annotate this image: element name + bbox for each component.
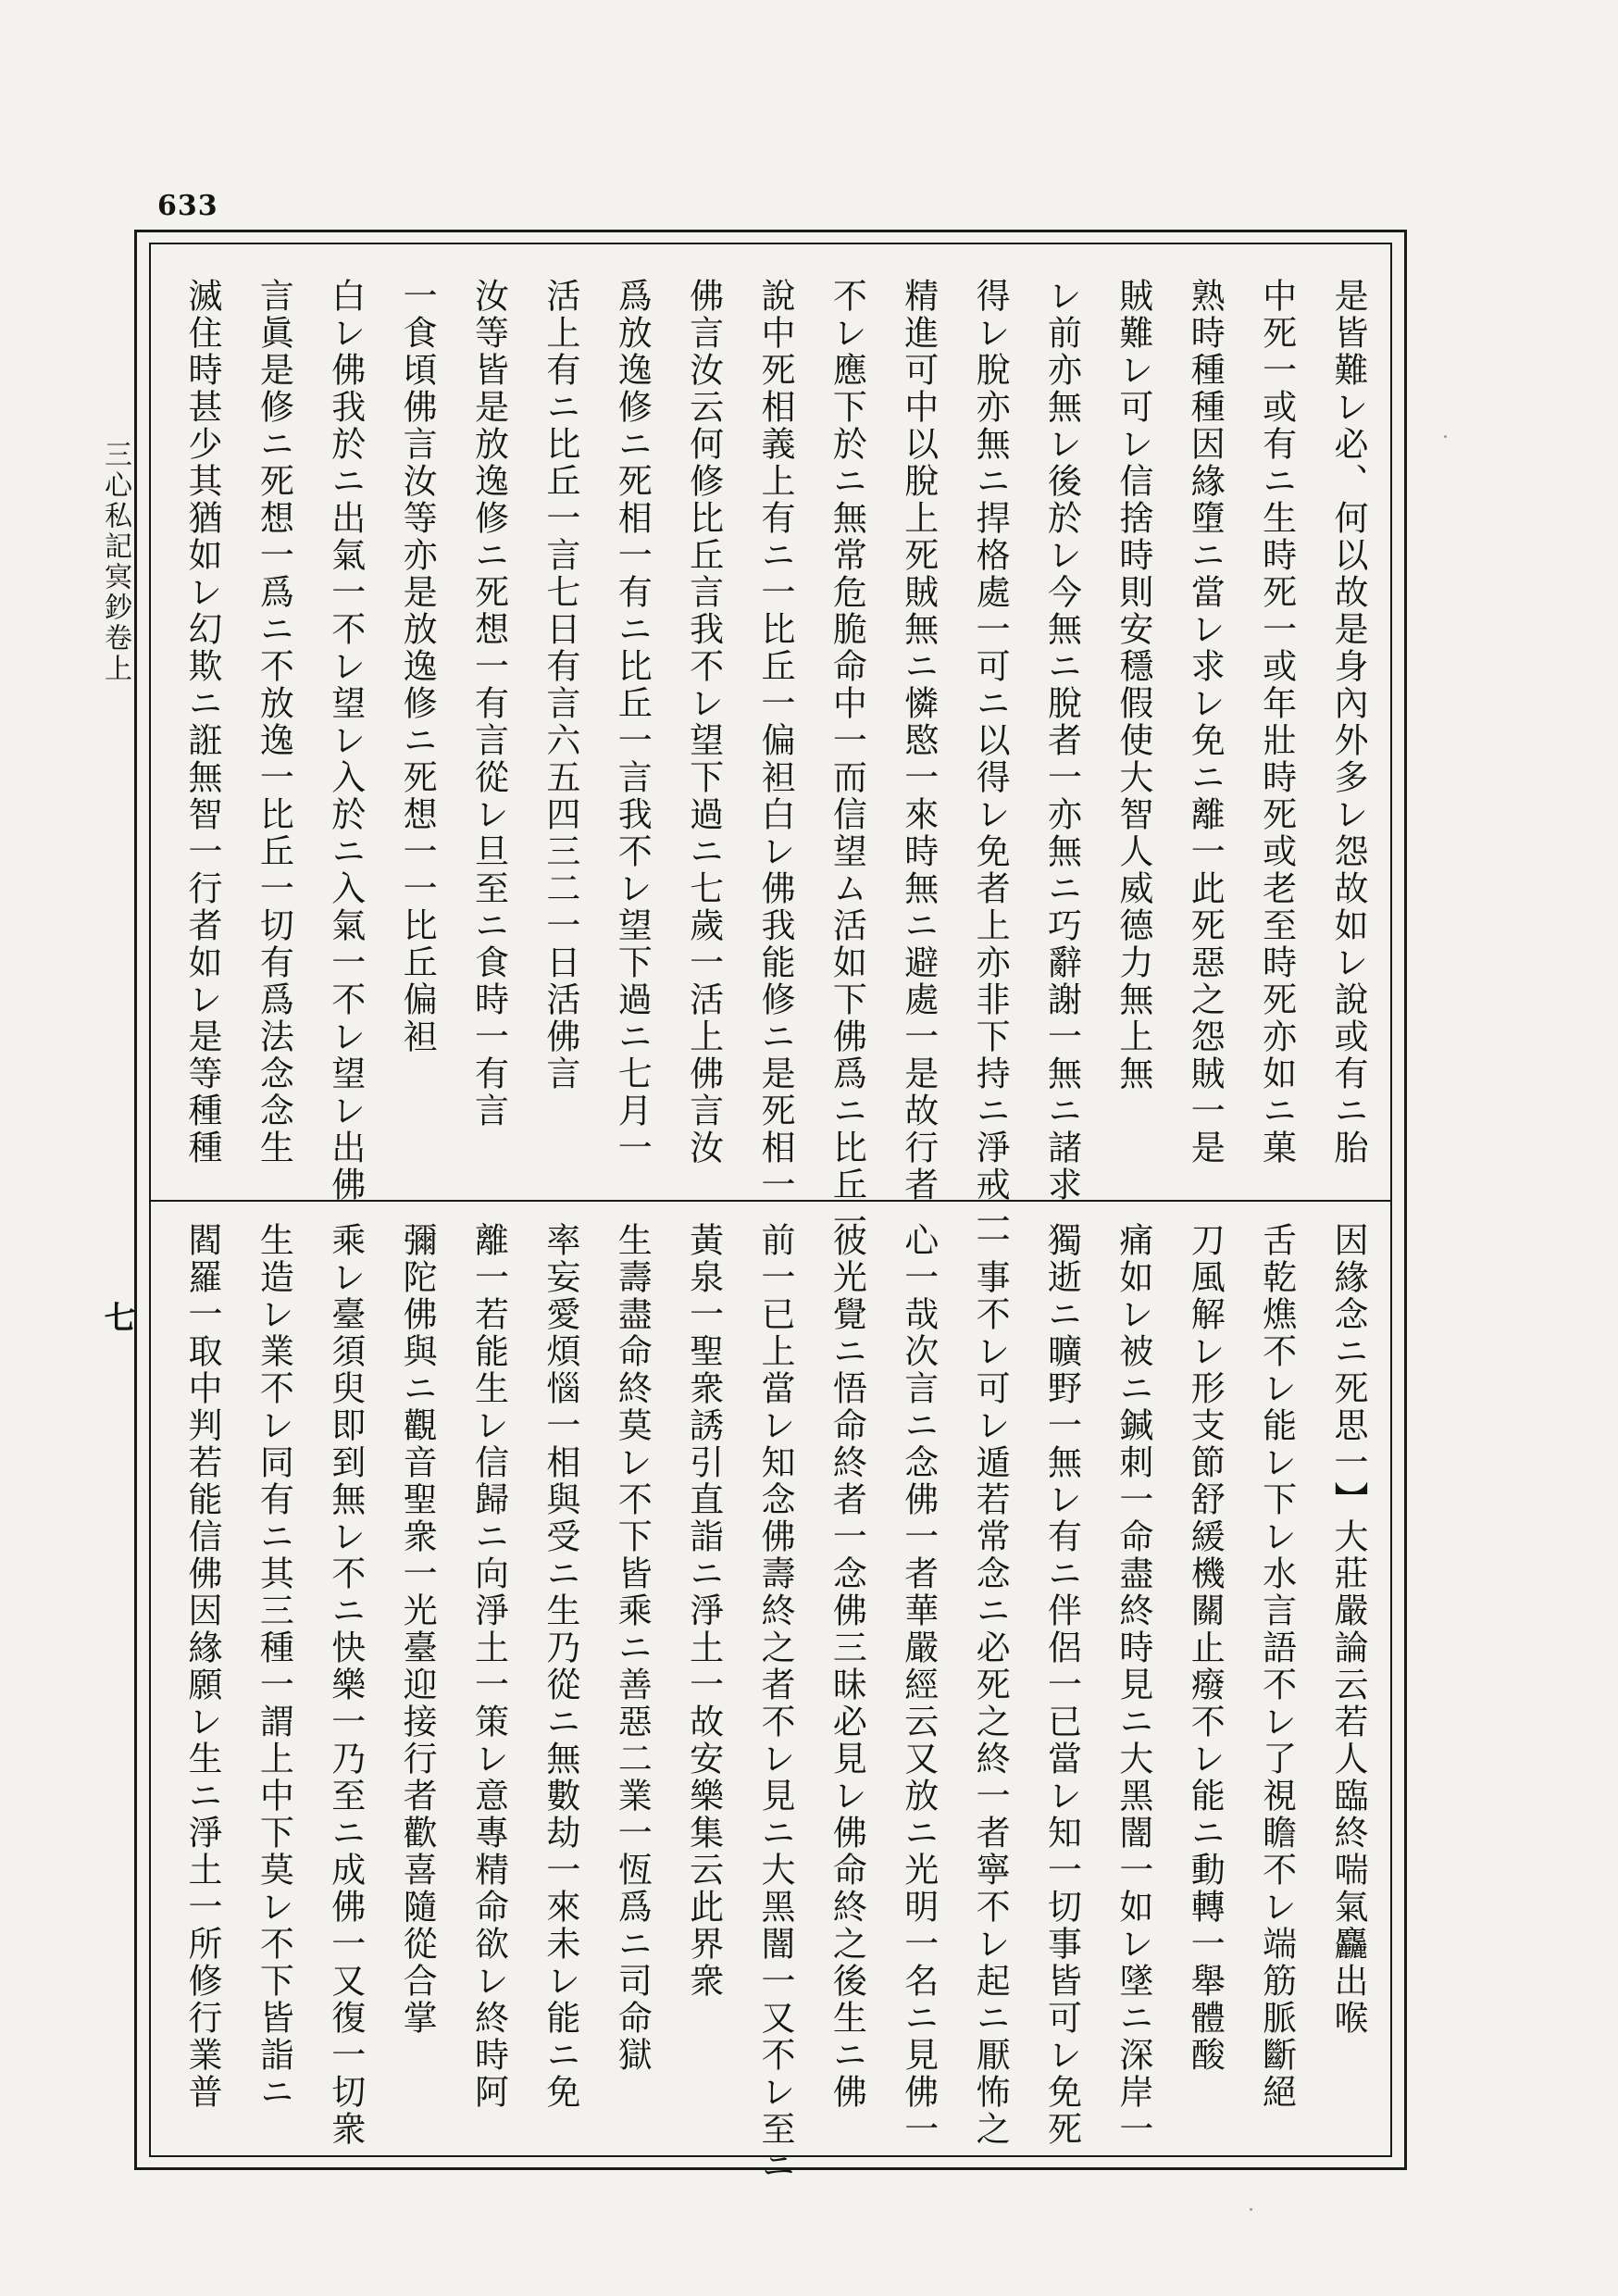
text-column: 白レ佛我於ニ出氣一不レ望レ入於ニ入氣一不レ望レ出佛 [325,278,366,1204]
page-number: 633 [157,190,218,222]
text-column: 生壽盡命終莫レ不下皆乘ニ善惡二業一恆爲ニ司命獄 [612,1222,653,2074]
text-column: 離一若能生レ信歸ニ向淨土一策レ意專精命欲レ終時阿 [468,1222,509,2111]
text-column: 不レ應下於ニ無常危脆命中一而信望ム活如下佛爲ニ比丘一 [827,278,867,1241]
text-column: 言眞是修ニ死想一爲ニ不放逸一比丘一切有爲法念念生 [254,278,294,1167]
margin-leaf-number: 七 [98,1301,135,1332]
text-column: 因緣念ニ死思一】大莊嚴論云若人臨終喘氣麤出喉 [1328,1222,1368,2037]
text-column: 心一哉次言ニ念佛一者華嚴經云又放ニ光明一名ニ見佛一 [898,1222,939,2148]
text-column: 彌陀佛與ニ觀音聖衆一光臺迎接行者歡喜隨從合掌 [397,1222,438,2037]
text-column: 一事不レ可レ遁若常念ニ必死之終一者寧不レ起ニ厭怖之 [970,1222,1011,2148]
text-column: 得レ脫亦無ニ捍格處一可ニ以得レ免者上亦非下持ニ淨戒一 [970,278,1011,1241]
text-column: 獨逝ニ曠野一無レ有ニ伴侶一已當レ知一切事皆可レ免死 [1041,1222,1082,2148]
text-column: 活上有ニ比丘一言七日有言六五四三二一日活佛言 [540,278,580,1092]
text-column: 爲放逸修ニ死相一有ニ比丘一言我不レ望下過ニ七月一 [612,278,653,1167]
text-column: 閻羅一取中判若能信佛因緣願レ生ニ淨土一所修行業普 [182,1222,222,2111]
paper-speck [1250,2208,1252,2211]
text-column: 中死一或有ニ生時死一或年壯時死或老至時死亦如ニ菓 [1256,278,1297,1167]
text-column: レ前亦無レ後於レ今無ニ脫者一亦無ニ巧辭謝一無ニ諸求 [1041,278,1082,1204]
top-text-block [182,278,1368,1241]
text-column: 精進可中以脫上死賊無ニ憐愍一來時無ニ避處一是故行者 [898,278,939,1204]
text-column: 滅住時甚少其猶如レ幻欺ニ誑無智一行者如レ是等種種 [182,278,222,1167]
bottom-text-block [182,1222,1368,2185]
text-column: 舌乾燋不レ能レ下レ水言語不レ了視瞻不レ端筋脈斷絕 [1256,1222,1297,2111]
text-column: 黃泉一聖衆誘引直詣ニ淨土一故安樂集云此界衆 [683,1222,724,2000]
text-column: 佛言汝云何修比丘言我不レ望下過ニ七歲一活上佛言汝 [683,278,724,1167]
text-column: 說中死相義上有ニ一比丘一偏袒白レ佛我能修ニ是死相一 [755,278,795,1204]
text-column: 是皆難レ必、何以故是身內外多レ怨故如レ說或有ニ胎 [1328,278,1368,1167]
margin-title: 三心私記㝠鈔卷上 [99,440,131,684]
text-column: 賊難レ可レ信捨時則安穩假使大智人威德力無上無 [1113,278,1153,1092]
text-column: 乘レ臺須臾即到無レ不ニ快樂一乃至ニ成佛一又復一切衆 [325,1222,366,2148]
paper-speck [1444,435,1447,438]
text-column: 彼光覺ニ悟命終者一念佛三昧必見レ佛命終之後生ニ佛 [827,1222,867,2111]
text-column: 率妄愛煩惱一相與受ニ生乃從ニ無數劫一來未レ能ニ免 [540,1222,580,2111]
text-column: 汝等皆是放逸修ニ死想一有言從レ旦至ニ食時一有言 [468,278,509,1129]
text-column: 前一已上當レ知念佛壽終之者不レ見ニ大黑闇一又不レ至ニ [755,1222,795,2185]
text-column: 刀風解レ形支節舒緩機關止癈不レ能ニ動轉一舉體酸 [1185,1222,1226,2074]
text-column: 痛如レ被ニ鍼刺一命盡終時見ニ大黑闇一如レ墜ニ深岸一 [1113,1222,1153,2148]
text-column: 一食頃佛言汝等亦是放逸修ニ死想一一比丘偏袒 [397,278,438,1055]
text-column: 生造レ業不レ同有ニ其三種一謂上中下莫レ不下皆詣ニ [254,1222,294,2111]
text-column: 熟時種種因緣墮ニ當レ求レ免ニ離一此死惡之怨賊一是 [1185,278,1226,1167]
